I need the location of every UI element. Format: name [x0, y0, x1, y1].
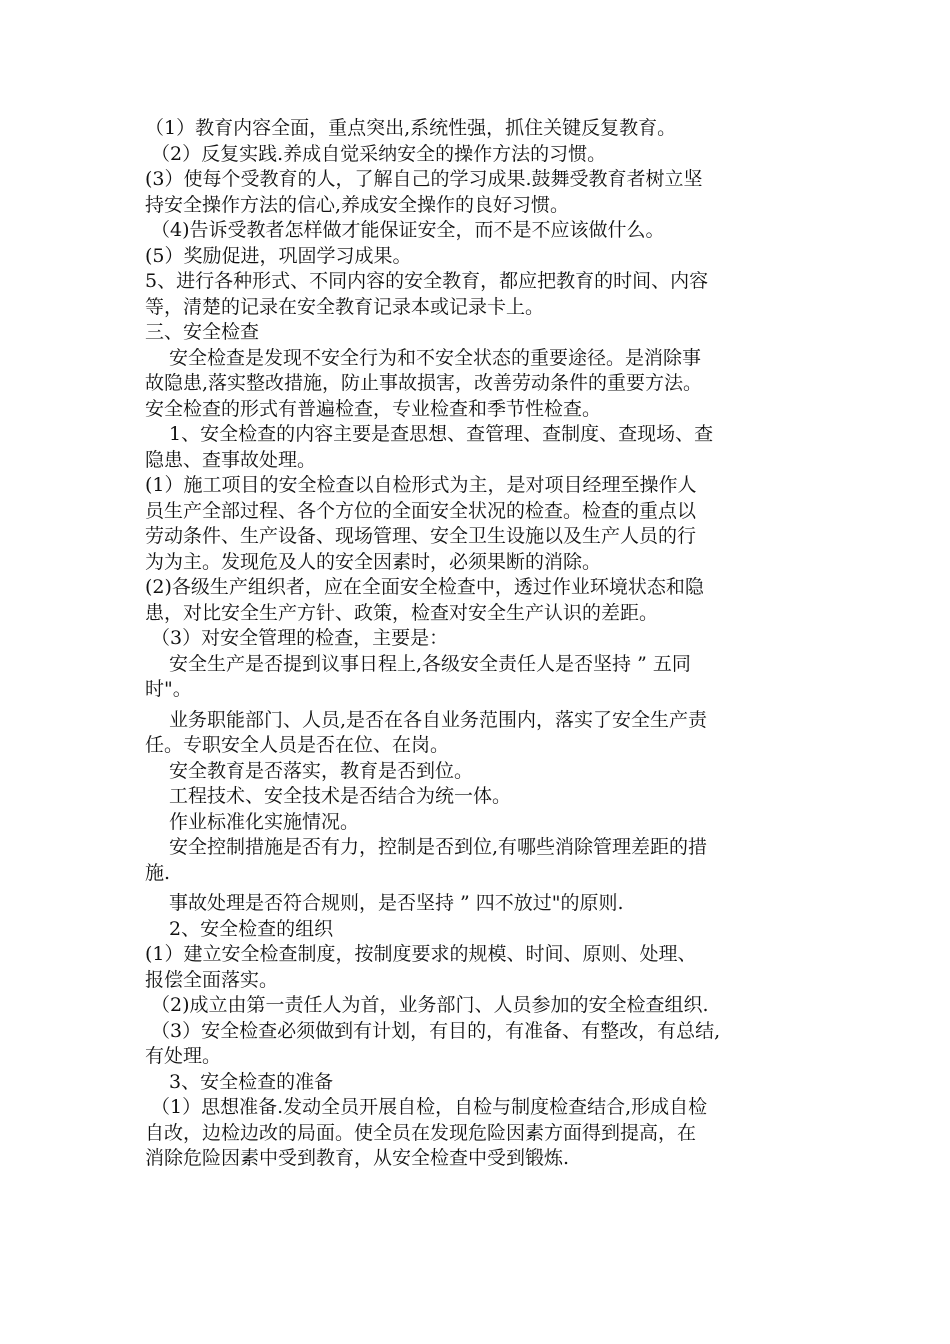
- text-line: (1）施工项目的安全检查以自检形式为主，是对项目经理至操作人: [145, 474, 697, 496]
- text-line: 报偿全面落实。: [145, 968, 279, 991]
- text-line: 任。专职安全人员是否在位、在岗。: [145, 734, 450, 756]
- text-line: 事故处理是否符合规则，是否坚持 ” 四不放过"的原则.: [169, 892, 624, 914]
- text-line: 自改，边检边改的局面。使全员在发现危险因素方面得到提高，在: [145, 1121, 697, 1144]
- text-line: （2）反复实践.养成自觉采纳安全的操作方法的习惯。: [151, 142, 607, 165]
- text-line: 安全教育是否落实，教育是否到位。: [169, 759, 474, 782]
- text-line: 作业标准化实施情况。: [169, 810, 360, 833]
- text-line: （1）教育内容全面，重点突出,系统性强，抓住关键反复教育。: [145, 117, 677, 139]
- subsection-heading: 2、安全检查的组织: [169, 917, 334, 940]
- text-line: （1）思想准备.发动全员开展自检，自检与制度检查结合,形成自检: [151, 1096, 708, 1118]
- text-line: (5）奖励促进，巩固学习成果。: [145, 244, 412, 267]
- text-line: 时"。: [145, 678, 192, 700]
- text-line: （3）对安全管理的检查，主要是：: [151, 627, 449, 649]
- text-line: 等，清楚的记录在安全教育记录本或记录卡上。: [145, 295, 545, 318]
- text-line: 施.: [145, 861, 171, 884]
- text-line: (1）建立安全检查制度，按制度要求的规模、时间、原则、处理、: [145, 943, 697, 965]
- text-line: （4)告诉受教者怎样做才能保证安全，而不是不应该做什么。: [151, 219, 665, 241]
- text-line: 1、安全检查的内容主要是查思想、查管理、查制度、查现场、查: [169, 423, 714, 445]
- text-line: 业务职能部门、人员,是否在各自业务范围内，落实了安全生产责: [169, 708, 708, 731]
- text-line: 故隐患,落实整改措施，防止事故损害，改善劳动条件的重要方法。: [145, 372, 703, 394]
- text-line: 有处理。: [145, 1045, 222, 1067]
- text-line: 安全检查的形式有普遍检查，专业检查和季节性检查。: [145, 397, 602, 420]
- text-line: (2)各级生产组织者，应在全面安全检查中，透过作业环境状态和隐: [145, 576, 704, 598]
- subsection-heading: 3、安全检查的准备: [169, 1070, 334, 1093]
- text-line: 患，对比安全生产方针、政策，检查对安全生产认识的差距。: [145, 601, 659, 624]
- text-line: 隐患、查事故处理。: [145, 448, 317, 471]
- text-line: （3）安全检查必须做到有计划，有目的，有准备、有整改，有总结,: [151, 1019, 721, 1042]
- text-line: 工程技术、安全技术是否结合为统一体。: [169, 785, 512, 807]
- text-line: 员生产全部过程、各个方位的全面安全状况的检查。检查的重点以: [145, 499, 697, 522]
- text-line: 为为主。发现危及人的安全因素时，必须果断的消除。: [145, 550, 602, 573]
- text-line: 5、进行各种形式、不同内容的安全教育，都应把教育的时间、内容: [145, 270, 709, 292]
- text-line: 消除危险因素中受到教育，从安全检查中受到锻炼.: [145, 1147, 570, 1169]
- text-line: 劳动条件、生产设备、现场管理、安全卫生设施以及生产人员的行: [145, 525, 697, 547]
- text-line: (3）使每个受教育的人，了解自己的学习成果.鼓舞受教育者树立坚: [145, 168, 703, 190]
- text-line: 安全检查是发现不安全行为和不安全状态的重要途径。是消除事: [169, 346, 702, 369]
- text-line: 安全生产是否提到议事日程上,各级安全责任人是否坚持 ” 五同: [169, 652, 691, 675]
- document-body: [145, 116, 815, 1172]
- section-heading: 三、安全检查: [145, 321, 260, 343]
- text-line: 持安全操作方法的信心,养成安全操作的良好习惯。: [145, 193, 570, 216]
- text-line: 安全控制措施是否有力，控制是否到位,有哪些消除管理差距的措: [169, 836, 708, 858]
- text-line: （2)成立由第一责任人为首，业务部门、人员参加的安全检查组织.: [151, 994, 709, 1016]
